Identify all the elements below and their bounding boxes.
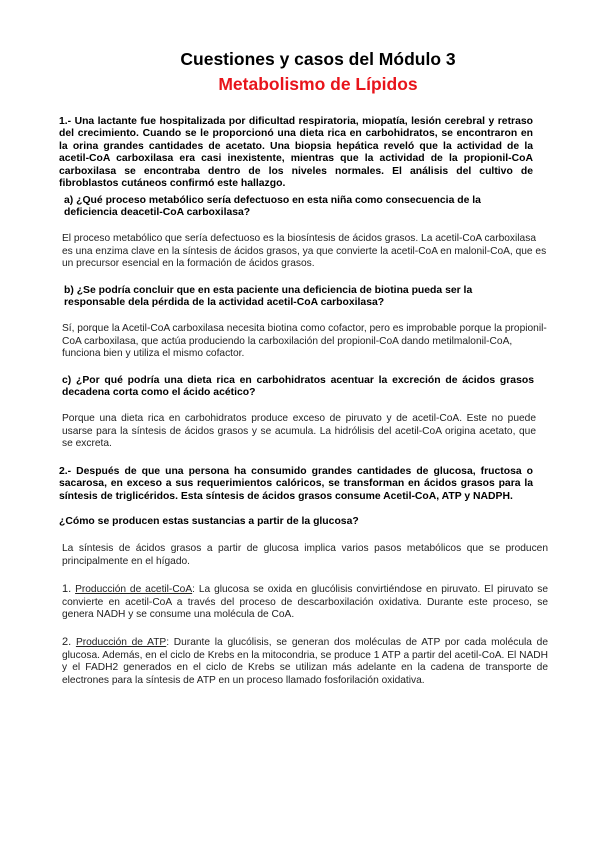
q2-answer-intro: La síntesis de ácidos grasos a partir de glucosa implica varios pasos metabólicos que se producen principalmente en el hígado.	[62, 543, 548, 567]
q1-b-question: b) ¿Se podría concluir que en esta paciente una deficiencia de biotina pueda ser la responsable dela pérdida de la actividad acetil-CoA carboxilasa?	[64, 285, 473, 309]
q2-item-1	[62, 583, 548, 622]
q2-intro: 2.- Después de que una persona ha consumido grandes cantidades de glucosa, fructosa o sacarosa, en exceso a sus requerimientos calóricos, se transforman en ácidos grasos para la síntesis de triglicéridos. Esta síntesis de ácidos grasos consume Acetil-CoA, ATP y NADPH.	[59, 466, 533, 502]
q2-item-2	[62, 636, 548, 687]
q1-c-question: c) ¿Por qué podría una dieta rica en carbohidratos acentuar la excreción de ácidos grasos decadena corta como el ácido acético?	[62, 375, 534, 399]
q2-item-1-title: Producción de acetil-CoA	[75, 584, 193, 595]
q2-item-2-title: Producción de ATP	[75, 637, 167, 648]
q2-item-1-text: : La glucosa se oxida en glucólisis convirtiéndose en piruvato. El piruvato se convierte en acetil-CoA a través del proceso de descarboxilación oxidativa. Durante este proceso, se genera NADH y se consume una molécula de CoA.	[62, 584, 548, 621]
page-title: Cuestiones y casos del Módulo 3	[180, 49, 456, 69]
q2-item-1-number: 1.	[62, 583, 72, 595]
q2-question: ¿Cómo se producen estas sustancias a partir de la glucosa?	[59, 516, 359, 527]
q2-item-2-number: 2.	[62, 636, 72, 648]
q1-a-question: a) ¿Qué proceso metabólico sería defectuoso en esta niña como consecuencia de la deficiencia deacetil-CoA carboxilasa?	[64, 195, 481, 219]
page-subtitle: Metabolismo de Lípidos	[218, 74, 418, 94]
q2-item-2-text: : Durante la glucólisis, se generan dos moléculas de ATP por cada molécula de glucosa. Además, en el ciclo de Krebs en la mitocondria, se produce 1 ATP a partir del acetil-CoA. El NADH y el FADH2 generados en el ciclo de Krebs se utilizan más adelante en la cadena de transporte de electrones para la síntesis de ATP en un proceso llamado fosforilación oxidativa.	[62, 637, 548, 686]
q1-c-answer: Porque una dieta rica en carbohidratos produce exceso de piruvato y de acetil-CoA. Este no puede usarse para la síntesis de ácidos grasos y se acumula. La hidrólisis del acetil-CoA origina acetato, que se excreta.	[62, 413, 536, 450]
q1-intro: 1.- Una lactante fue hospitalizada por dificultad respiratoria, miopatía, lesión cerebral y retraso del crecimiento. Cuando se le proporcionó una dieta rica en carbohidratos, se encontraron en la orina grandes cantidades de acetato. Una biopsia hepática reveló que la actividad de la acetil-CoA carboxilasa era casi inexistente, mientras que la actividad de la propionil-CoA carboxilasa se encontraba dentro de los niveles normales. El análisis del cultivo de fibroblastos cutáneos confirmó este hallazgo.	[59, 116, 533, 190]
q1-b-answer: Sí, porque la Acetil-CoA carboxilasa necesita biotina como cofactor, pero es improbable porque la propionil-CoA carboxilasa, que actúa produciendo la carboxilación del propionil-CoA dando metilmalonil-CoA, funciona bien y utiliza el mismo cofactor.	[62, 323, 547, 360]
q1-a-answer: El proceso metabólico que sería defectuoso es la biosíntesis de ácidos grasos. La acetil-CoA carboxilasa es una enzima clave en la síntesis de ácidos grasos, ya que convierte la acetil-CoA en malonil-CoA, que es un precursor esencial en la formación de ácidos grasos.	[62, 233, 547, 270]
